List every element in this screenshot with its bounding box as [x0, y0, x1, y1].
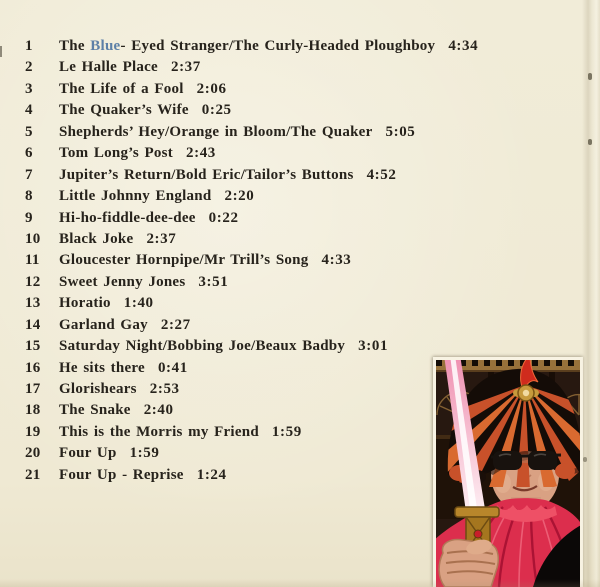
track-title [59, 250, 309, 271]
photo-illustration [433, 357, 583, 587]
track-title [59, 122, 373, 143]
track-number: 3 [25, 80, 33, 97]
track-title-blue-word: Blue [90, 38, 121, 54]
track-number: 2 [25, 59, 33, 76]
track-number: 15 [25, 338, 41, 355]
track-row [25, 186, 600, 207]
track-title-text: Glorishears [59, 381, 137, 397]
track-title-text: The Snake [59, 402, 131, 419]
track-title [59, 272, 185, 293]
track-title-text: This is the Morris my Friend [59, 423, 259, 440]
track-time: 0:25 [201, 102, 232, 119]
track-time: 5:05 [385, 123, 416, 140]
track-title [59, 443, 117, 464]
track-title [59, 293, 111, 314]
track-row [25, 315, 600, 336]
track-title-text: Jupiter’s Return/Bold Eric/Tailor’s Buttons [59, 166, 354, 183]
track-title [59, 422, 259, 443]
track-number: 21 [25, 466, 41, 483]
track-title-text: The Life of a Fool [59, 80, 184, 97]
track-row [25, 143, 600, 164]
track-title-text: Garland Gay [59, 316, 148, 333]
scan-mark-left-edge [0, 46, 2, 57]
track-time: 2:06 [196, 80, 227, 97]
track-time: 1:24 [196, 466, 227, 483]
track-row [25, 272, 600, 293]
track-title [59, 400, 131, 421]
track-title-text: Black Joke [59, 230, 134, 247]
track-title-text: Le Halle Place [59, 59, 158, 76]
track-row [25, 250, 600, 271]
track-title [59, 379, 137, 400]
track-title [59, 465, 184, 486]
sword-guard [455, 507, 499, 517]
track-row [25, 336, 600, 357]
track-number: 8 [25, 188, 33, 205]
track-row [25, 293, 600, 314]
track-number: 19 [25, 423, 41, 440]
track-number: 14 [25, 316, 41, 333]
track-time: 2:37 [146, 230, 177, 247]
track-title [59, 143, 173, 164]
track-number: 4 [25, 102, 33, 119]
track-number: 6 [25, 145, 33, 162]
track-time: 0:22 [208, 209, 239, 226]
track-number: 5 [25, 123, 33, 140]
track-title-text: Four Up - Reprise [59, 466, 184, 483]
scan-speck [588, 139, 592, 145]
track-number: 13 [25, 295, 41, 312]
track-time: 2:40 [143, 402, 174, 419]
scan-speck [583, 457, 587, 462]
track-title [59, 208, 196, 229]
track-title [59, 315, 148, 336]
track-time: 4:33 [321, 252, 352, 269]
track-title [59, 36, 435, 57]
track-time: 3:51 [198, 273, 229, 290]
track-title [59, 165, 354, 186]
track-row [25, 229, 600, 250]
track-number: 7 [25, 166, 33, 183]
track-title-text: Saturday Night/Bobbing Joe/Beaux Badby [59, 338, 346, 355]
track-number: 17 [25, 381, 41, 397]
track-title-text: Shepherds’ Hey/Orange in Bloom/The Quaker [59, 123, 373, 140]
booklet-photo [433, 357, 583, 587]
track-title-text: The Quaker’s Wife [59, 102, 189, 119]
track-number: 1 [25, 38, 33, 54]
track-title-text: Sweet Jenny Jones [59, 273, 186, 290]
track-title-text: The [59, 38, 91, 54]
track-title [59, 100, 189, 121]
track-number: 20 [25, 445, 41, 462]
track-row [25, 36, 600, 57]
track-time: 3:01 [358, 338, 389, 355]
track-number: 18 [25, 402, 41, 419]
track-time: 1:59 [271, 423, 302, 440]
track-title-text: - Eyed Stranger/The Curly-Headed Ploughboy [120, 38, 436, 54]
track-title [59, 79, 184, 100]
track-title [59, 358, 145, 379]
track-time: 2:27 [160, 316, 191, 333]
track-number: 11 [25, 252, 40, 269]
track-title [59, 186, 211, 207]
track-time: 2:43 [186, 145, 216, 162]
track-time: 1:40 [123, 295, 154, 312]
track-title [59, 229, 133, 250]
track-title-text: Gloucester Hornpipe/Mr Trill’s Song [59, 252, 309, 269]
track-title-text: Tom Long’s Post [59, 145, 173, 162]
track-number: 16 [25, 359, 41, 376]
track-row [25, 208, 600, 229]
scan-speck [588, 73, 592, 80]
track-number: 12 [25, 273, 41, 290]
track-number: 9 [25, 209, 33, 226]
track-title-text: He sits there [59, 359, 145, 376]
track-time: 4:34 [448, 38, 479, 54]
track-title-text: Four Up [59, 445, 117, 462]
track-row [25, 57, 600, 78]
track-row [25, 122, 600, 143]
track-time: 0:41 [157, 359, 188, 376]
track-title [59, 57, 158, 78]
track-row [25, 79, 600, 100]
hand [439, 537, 498, 587]
track-time: 2:20 [224, 188, 255, 205]
track-time: 2:37 [170, 59, 201, 76]
track-number: 10 [25, 230, 41, 247]
track-row [25, 165, 600, 186]
track-row [25, 100, 600, 121]
track-title-text: Hi-ho-fiddle-dee-dee [59, 209, 196, 226]
track-time: 1:59 [129, 445, 160, 462]
track-title-text: Horatio [59, 295, 111, 312]
track-time: 2:53 [149, 381, 180, 397]
track-title-text: Little Johnny England [59, 188, 212, 205]
track-title [59, 336, 345, 357]
track-time: 4:52 [366, 166, 397, 183]
